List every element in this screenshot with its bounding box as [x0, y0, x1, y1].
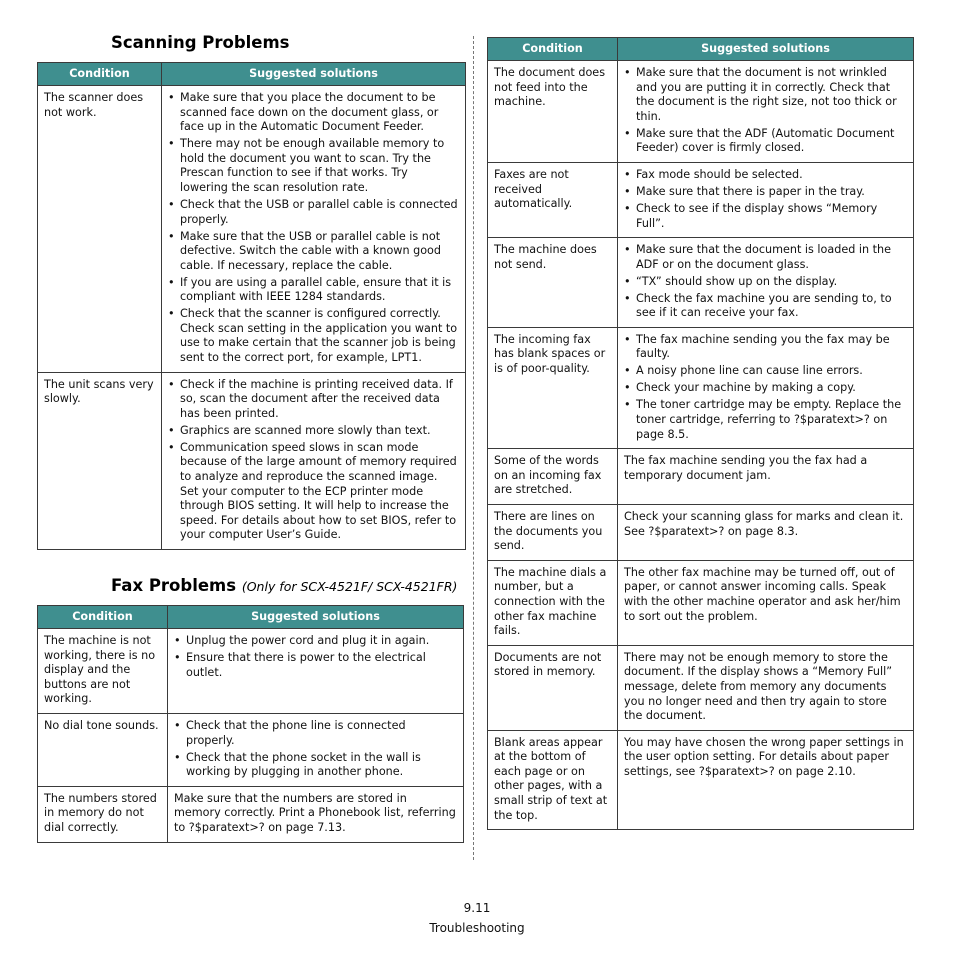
solutions-list: [624, 66, 907, 156]
table-row: [488, 162, 914, 237]
condition-cell: No dial tone sounds.: [38, 713, 168, 786]
condition-header: Condition: [488, 38, 618, 61]
solution-item: • Unplug the power cord and plug it in again.: [174, 634, 457, 649]
solution-item: • There may not be enough available memory to hold the document you want to scan. Try the Prescan function to see if that works. Try lowering the scan resolution rate.: [168, 137, 459, 195]
solutions-cell: [168, 713, 464, 786]
solution-item: • Make sure that the document is not wrinkled and you are putting it in correctly. Check that the document is the right size, not too thick or thin.: [624, 66, 907, 124]
table-row: [38, 86, 466, 373]
condition-cell: The machine does not send.: [488, 238, 618, 328]
solutions-cell: [618, 162, 914, 237]
solutions-cell: [162, 86, 466, 373]
solution-item: • Make sure that the USB or parallel cable is not defective. Switch the cable with a known good cable. If necessary, replace the cable.: [168, 230, 459, 274]
condition-header: Condition: [38, 63, 162, 86]
condition-cell: The machine dials a number, but a connection with the other fax machine fails.: [488, 560, 618, 645]
solution-item: • Communication speed slows in scan mode because of the large amount of memory required to analyze and reproduce the scanned image. Set your computer to the ECP printer mode through BIOS setting. It will help to increase the speed. For details about how to set BIOS, refer to your computer User’s Guide.: [168, 441, 459, 543]
scanning-problems-table: [37, 62, 466, 550]
solution-item: • Check that the scanner is configured correctly. Check scan setting in the application you want to use to make certain that the scanner job is being sent to the correct port, for example, LPT1.: [168, 307, 459, 365]
solution-item: • Make sure that you place the document to be scanned face down on the document glass, or face up in the Automatic Document Feeder.: [168, 91, 459, 135]
solutions-cell: [162, 372, 466, 549]
solutions-header: Suggested solutions: [618, 38, 914, 61]
solution-item: • The fax machine sending you the fax may be faulty.: [624, 333, 907, 362]
solutions-header: Suggested solutions: [168, 606, 464, 629]
condition-cell: Faxes are not received automatically.: [488, 162, 618, 237]
solution-item: • A noisy phone line can cause line errors.: [624, 364, 907, 379]
column-divider: [473, 36, 474, 860]
condition-cell: Blank areas appear at the bottom of each page or on other pages, with a small strip of text at the top.: [488, 730, 618, 830]
solutions-cell: The fax machine sending you the fax had a temporary document jam.: [618, 449, 914, 505]
fax-problems-heading: [111, 576, 457, 595]
solutions-list: [624, 333, 907, 442]
solutions-list: [624, 168, 907, 231]
solutions-list: [168, 378, 459, 543]
table-row: [488, 730, 914, 830]
condition-cell: The document does not feed into the machine.: [488, 61, 618, 163]
solution-item: • If you are using a parallel cable, ensure that it is compliant with IEEE 1284 standards.: [168, 276, 459, 305]
solution-item: • “TX” should show up on the display.: [624, 275, 907, 290]
solution-item: • Check that the phone socket in the wall is working by plugging in another phone.: [174, 751, 457, 780]
table-row: [488, 238, 914, 328]
table-row: [38, 629, 464, 714]
solution-item: • The toner cartridge may be empty. Replace the toner cartridge, referring to ?$paratext>? on page 8.5.: [624, 398, 907, 442]
table-row: [488, 504, 914, 560]
scanning-problems-heading: Scanning Problems: [111, 33, 290, 52]
table-body: [38, 86, 466, 550]
table-row: [488, 645, 914, 730]
fax-problems-table-continued: [487, 37, 914, 830]
condition-cell: Some of the words on an incoming fax are stretched.: [488, 449, 618, 505]
solution-item: • Make sure that there is paper in the tray.: [624, 185, 907, 200]
solution-item: • Check to see if the display shows “Memory Full”.: [624, 202, 907, 231]
solution-item: • Check your machine by making a copy.: [624, 381, 907, 396]
solutions-header: Suggested solutions: [162, 63, 466, 86]
solution-item: • Check the fax machine you are sending to, to see if it can receive your fax.: [624, 292, 907, 321]
solutions-list: [168, 91, 459, 366]
solution-item: • Check if the machine is printing received data. If so, scan the document after the received data has been printed.: [168, 378, 459, 422]
solutions-cell: [618, 327, 914, 448]
table-row: [38, 786, 464, 842]
table-body: [488, 61, 914, 830]
solution-item: • Make sure that the document is loaded in the ADF or on the document glass.: [624, 243, 907, 272]
table-row: [488, 61, 914, 163]
solution-item: • Check that the USB or parallel cable is connected properly.: [168, 198, 459, 227]
fax-problems-title: Fax Problems: [111, 576, 237, 595]
solutions-cell: Check your scanning glass for marks and clean it. See ?$paratext>? on page 8.3.: [618, 504, 914, 560]
condition-cell: The unit scans very slowly.: [38, 372, 162, 549]
condition-cell: Documents are not stored in memory.: [488, 645, 618, 730]
solutions-cell: [168, 629, 464, 714]
table-row: [488, 560, 914, 645]
solutions-list: [174, 719, 457, 780]
solutions-cell: [618, 238, 914, 328]
condition-cell: The machine is not working, there is no display and the buttons are not working.: [38, 629, 168, 714]
solution-item: • Check that the phone line is connected properly.: [174, 719, 457, 748]
solutions-list: [174, 634, 457, 680]
condition-cell: There are lines on the documents you send.: [488, 504, 618, 560]
fax-problems-table: [37, 605, 464, 843]
table-body: [38, 629, 464, 843]
table-row: [488, 449, 914, 505]
condition-cell: The scanner does not work.: [38, 86, 162, 373]
condition-cell: The numbers stored in memory do not dial correctly.: [38, 786, 168, 842]
table-row: [488, 327, 914, 448]
solutions-cell: You may have chosen the wrong paper settings in the user option setting. For details about paper settings, see ?$paratext>? on page 2.10.: [618, 730, 914, 830]
solutions-cell: There may not be enough memory to store the document. If the display shows a “Memory Full” message, delete from memory any documents you no longer need and then try again to store the document.: [618, 645, 914, 730]
solutions-cell: The other fax machine may be turned off, out of paper, or cannot answer incoming calls. Speak with the other machine operator and ask her/him to sort out the problem.: [618, 560, 914, 645]
page-number: 9.11: [463, 901, 491, 915]
table-row: [38, 713, 464, 786]
table-row: [38, 372, 466, 549]
condition-cell: The incoming fax has blank spaces or is of poor-quality.: [488, 327, 618, 448]
solution-item: • Ensure that there is power to the electrical outlet.: [174, 651, 457, 680]
solutions-list: [624, 243, 907, 321]
fax-problems-model-note: (Only for SCX-4521F/ SCX-4521FR): [241, 579, 458, 594]
solutions-cell: Make sure that the numbers are stored in memory correctly. Print a Phonebook list, referring to ?$paratext>? on page 7.13.: [168, 786, 464, 842]
solution-item: • Graphics are scanned more slowly than text.: [168, 424, 459, 439]
solution-item: • Fax mode should be selected.: [624, 168, 907, 183]
footer-section-title: Troubleshooting: [429, 921, 525, 935]
solutions-cell: [618, 61, 914, 163]
condition-header: Condition: [38, 606, 168, 629]
solution-item: • Make sure that the ADF (Automatic Document Feeder) cover is firmly closed.: [624, 127, 907, 156]
